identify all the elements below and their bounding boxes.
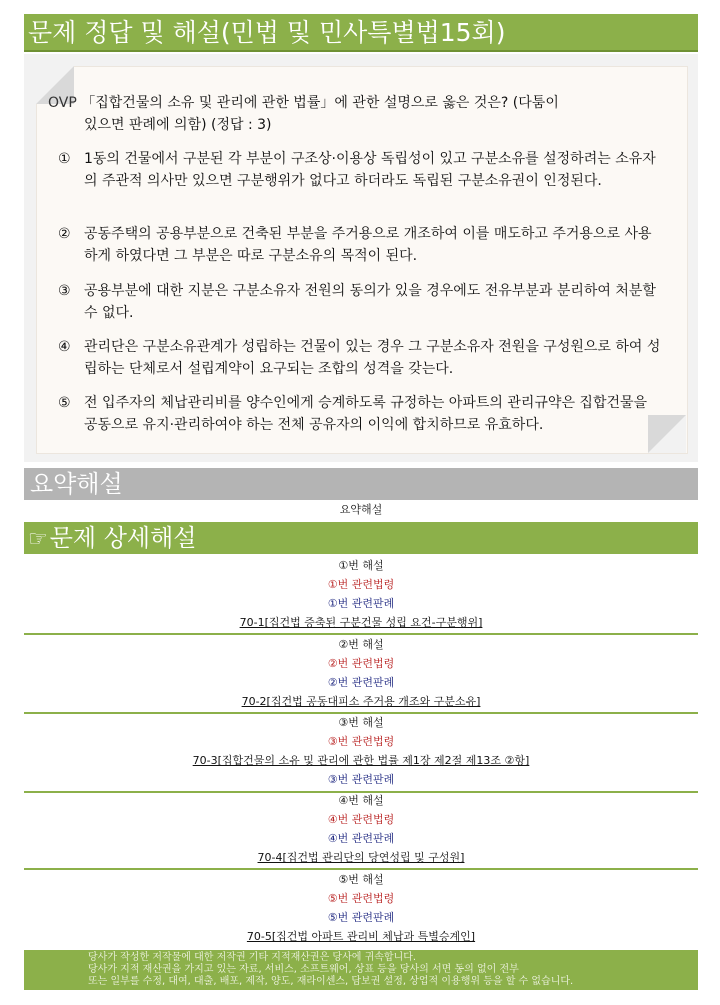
related-law-link[interactable]: ③번 관련법령 (327, 735, 395, 748)
related-law-link[interactable]: ④번 관련법령 (327, 813, 395, 826)
summary-header: 요약해설 (24, 468, 698, 500)
choice-2 (58, 223, 664, 267)
copyright-footer (24, 950, 698, 990)
choice-text: 공동주택의 공용부분으로 건축된 부분을 주거용으로 개조하여 이를 매도하고 주거용으로 사용하게 하였다면 그 부분은 따로 구분소유의 목적이 된다. (84, 226, 652, 264)
related-case-link[interactable]: ⑤번 관련판례 (327, 911, 395, 924)
reference-link[interactable]: 70-4[집건법 관리단의 당연성립 및 구성원] (257, 851, 465, 864)
related-case-link[interactable]: ②번 관련판례 (327, 676, 395, 689)
choice-text: 관리단은 구분소유관계가 성립하는 건물이 있는 경우 그 구분소유자 전원을 구성원으로 하여 성립하는 단체로서 설립계약이 요구되는 조합의 성격을 갖는다. (84, 339, 661, 377)
choice-number: ④ (58, 339, 71, 355)
explanation-link[interactable]: ①번 해설 (338, 559, 384, 572)
question-stem (48, 92, 658, 136)
explanation-link[interactable]: ②번 해설 (338, 638, 384, 651)
question-prefix: OVP (48, 95, 77, 111)
question-stem-line2: 있으면 판례에 의함) (정답 : 3) (84, 117, 272, 133)
choice-1 (58, 148, 664, 192)
related-law-link[interactable]: ①번 관련법령 (327, 578, 395, 591)
detail-block-3 (24, 713, 698, 789)
choice-number: ② (58, 226, 71, 242)
reference-link[interactable]: 70-5[집건법 아파트 관리비 체납과 특별승계인] (246, 930, 476, 943)
explanation-link[interactable]: ③번 해설 (338, 716, 384, 729)
footer-line: 당사가 작성한 저작물에 대한 저작권 기타 지적재산권은 당사에 귀속합니다. (88, 952, 417, 963)
related-law-link[interactable]: ②번 관련법령 (327, 657, 395, 670)
detail-header (24, 522, 698, 554)
detail-block-4 (24, 791, 698, 867)
related-case-link[interactable]: ③번 관련판례 (327, 773, 395, 786)
footer-line: 당사가 지적 재산권을 가지고 있는 자료, 서비스, 소프트웨어, 상표 등을 당사의 서면 동의 없이 전부 (88, 964, 519, 975)
detail-block-2 (24, 635, 698, 711)
related-law-link[interactable]: ⑤번 관련법령 (327, 892, 395, 905)
choice-4 (58, 336, 664, 380)
question-stem-line1: 「집합건물의 소유 및 관리에 관한 법률」에 관한 설명으로 옳은 것은? (다툼이 (81, 95, 559, 111)
summary-text: 요약해설 (339, 503, 383, 516)
choice-3 (58, 280, 664, 324)
choice-number: ⑤ (58, 395, 71, 411)
detail-block-1 (24, 556, 698, 632)
footer-line: 또는 일부를 수정, 대여, 대출, 배포, 제작, 양도, 재라이센스, 담보권 설정, 상업적 이용행위 등을 할 수 없습니다. (88, 976, 574, 987)
choice-text: 공용부분에 대한 지분은 구분소유자 전원의 동의가 있을 경우에도 전유부분과 분리하여 처분할 수 없다. (84, 283, 656, 321)
choice-text: 1동의 건물에서 구분된 각 부분이 구조상·이용상 독립성이 있고 구분소유를 설정하려는 소유자의 주관적 의사만 있으면 구분행위가 없다고 하더라도 독립된 구분소유권이 인정된다. (84, 151, 656, 189)
related-case-link[interactable]: ④번 관련판례 (327, 832, 395, 845)
choice-text: 전 입주자의 체납관리비를 양수인에게 승계하도록 규정하는 아파트의 관리규약은 집합건물을 공동으로 유지·관리하여야 하는 전체 공유자의 이익에 합치하므로 유효하다. (84, 395, 648, 433)
reference-link[interactable]: 70-3[집합건물의 소유 및 관리에 관한 법률 제1장 제2절 제13조 ②항] (192, 754, 530, 767)
pointing-hand-icon: ☞ (28, 527, 48, 552)
choice-5 (58, 392, 664, 436)
choice-number: ③ (58, 283, 71, 299)
page-title: 문제 정답 및 해설(민법 및 민사특별법15회) (24, 14, 698, 52)
related-case-link[interactable]: ①번 관련판례 (327, 597, 395, 610)
explanation-link[interactable]: ⑤번 해설 (338, 873, 384, 886)
detail-header-label: 문제 상세해설 (49, 524, 197, 552)
explanation-link[interactable]: ④번 해설 (338, 794, 384, 807)
choice-number: ① (58, 151, 71, 167)
detail-block-5 (24, 870, 698, 946)
reference-link[interactable]: 70-1[집건법 증축된 구분건물 성립 요건-구분행위] (239, 616, 483, 629)
reference-link[interactable]: 70-2[집건법 공동대피소 주거용 개조와 구분소유] (241, 695, 481, 708)
